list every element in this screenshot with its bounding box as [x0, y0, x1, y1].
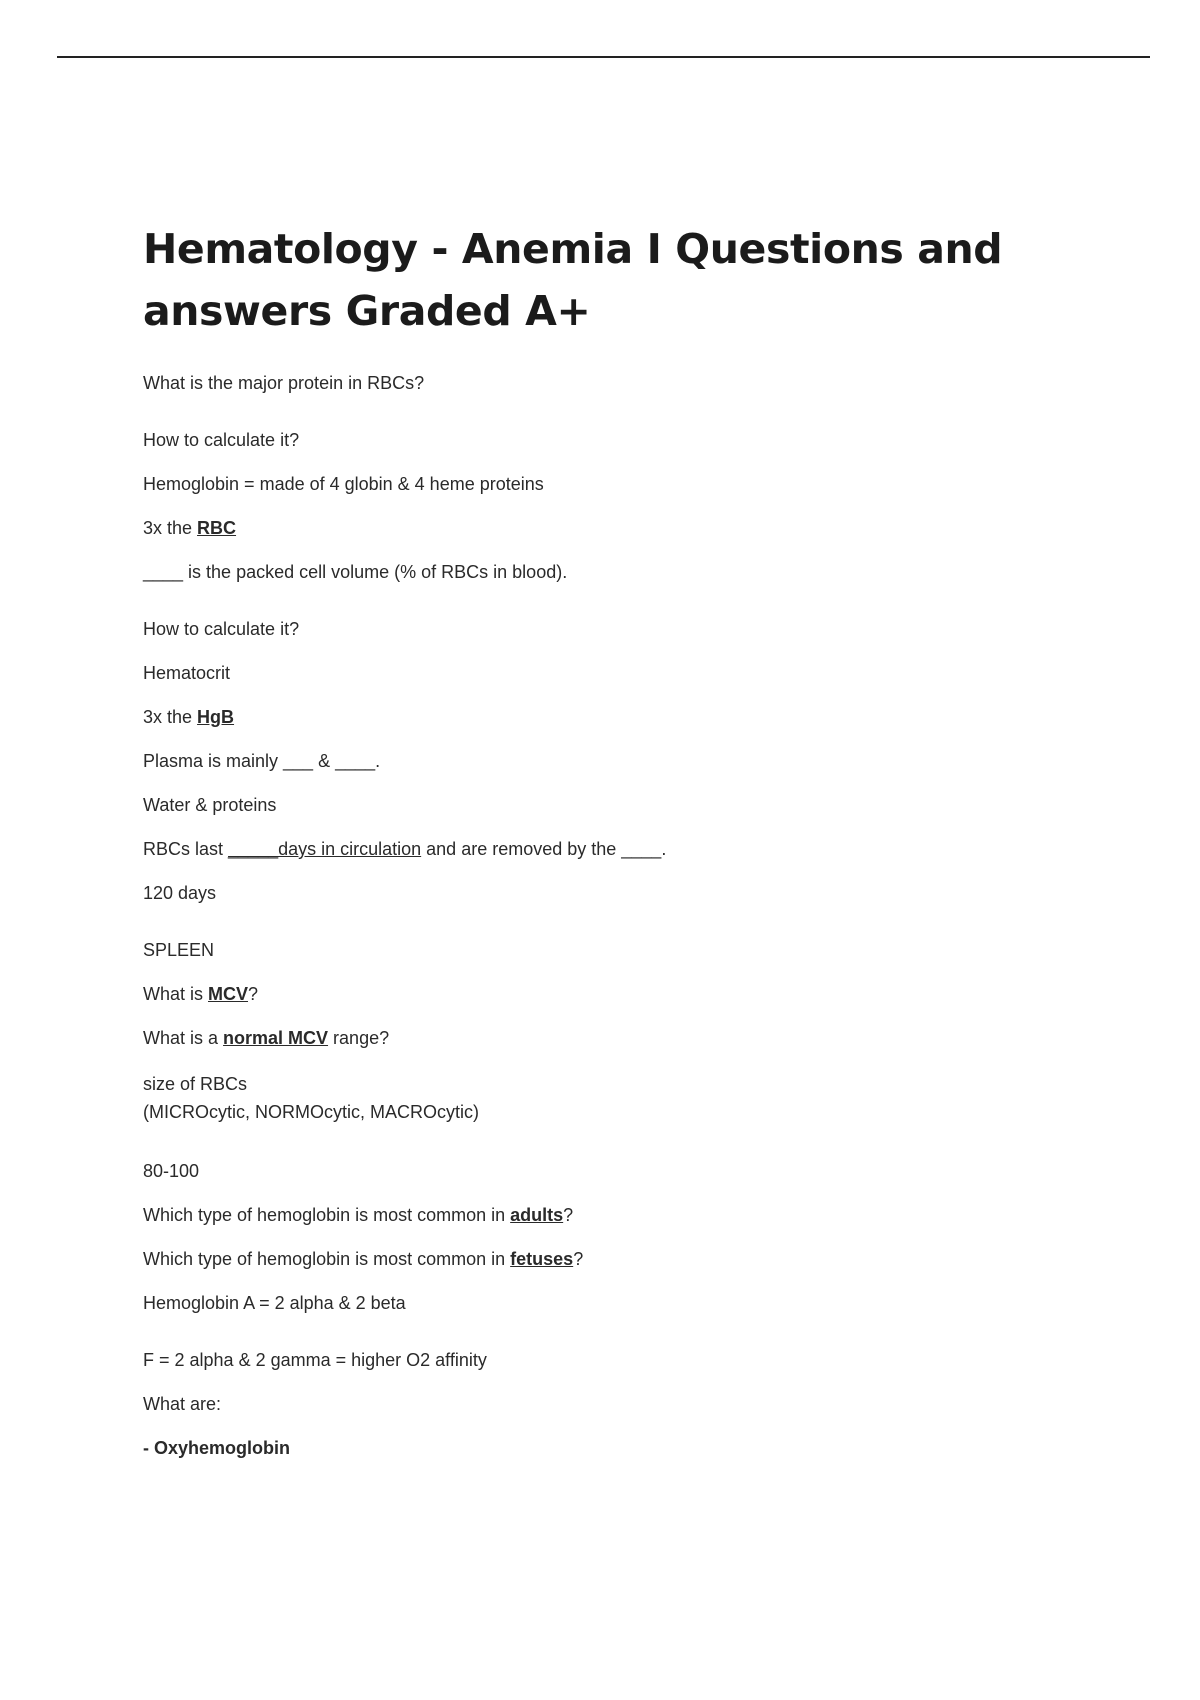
emphasis-mcv: MCV	[208, 984, 249, 1004]
list-item-oxyhemoglobin: - Oxyhemoglobin	[143, 1438, 291, 1458]
question-adult-hemoglobin	[143, 1203, 1103, 1227]
emphasis-rbc: RBC	[197, 518, 237, 538]
answer-hemoglobin: Hemoglobin = made of 4 globin & 4 heme proteins	[143, 474, 544, 494]
question-fetal-hemoglobin	[143, 1247, 1103, 1271]
underlined-days: _____days in circulation	[228, 839, 422, 859]
question-what-are: What are:	[143, 1394, 222, 1414]
answer-hemoglobin-a: Hemoglobin A = 2 alpha & 2 beta	[143, 1293, 406, 1313]
answer-line: size of RBCs	[143, 1074, 248, 1094]
text-fragment: What is	[143, 984, 209, 1004]
answer-line: (MICROcytic, NORMOcytic, MACROcytic)	[143, 1102, 479, 1122]
question-major-protein: What is the major protein in RBCs?	[143, 373, 425, 393]
answer-3x-rbc	[143, 516, 1103, 540]
text-fragment: range?	[328, 1028, 390, 1048]
text-fragment: RBCs last	[143, 839, 229, 859]
text-fragment: 3x the	[143, 707, 198, 727]
text-fragment: ?	[573, 1249, 584, 1269]
question-calculate-2: How to calculate it?	[143, 619, 300, 639]
document-body	[143, 218, 1103, 1480]
document-title: Hematology - Anemia I Questions and answers Graded A+	[143, 225, 1003, 335]
question-rbc-lifespan	[143, 837, 1103, 861]
emphasis-adults: adults	[510, 1205, 564, 1225]
answer-spleen: SPLEEN	[143, 940, 215, 960]
question-mcv	[143, 982, 1103, 1006]
answer-120-days: 120 days	[143, 883, 217, 903]
answer-hemoglobin-f: F = 2 alpha & 2 gamma = higher O2 affinity	[143, 1350, 487, 1370]
header-rule	[57, 56, 1150, 58]
answer-3x-hgb	[143, 705, 1103, 729]
answer-size-of-rbcs	[143, 1070, 1103, 1126]
answer-water-proteins: Water & proteins	[143, 795, 277, 815]
text-fragment: Which type of hemoglobin is most common in	[143, 1249, 511, 1269]
text-fragment: ?	[248, 984, 259, 1004]
text-fragment: and are removed by the ____.	[421, 839, 667, 859]
text-fragment: Which type of hemoglobin is most common in	[143, 1205, 511, 1225]
answer-hematocrit: Hematocrit	[143, 663, 231, 683]
text-fragment: ?	[563, 1205, 574, 1225]
question-calculate: How to calculate it?	[143, 430, 300, 450]
text-fragment: What is a	[143, 1028, 224, 1048]
answer-80-100: 80-100	[143, 1161, 200, 1181]
emphasis-fetuses: fetuses	[510, 1249, 574, 1269]
question-packed-cell-volume: ____ is the packed cell volume (% of RBCs in blood).	[143, 562, 568, 582]
emphasis-normal-mcv: normal MCV	[223, 1028, 329, 1048]
emphasis-hgb: HgB	[197, 707, 235, 727]
question-plasma: Plasma is mainly ___ & ____.	[143, 751, 381, 771]
question-normal-mcv	[143, 1026, 1103, 1050]
text-fragment: 3x the	[143, 518, 198, 538]
